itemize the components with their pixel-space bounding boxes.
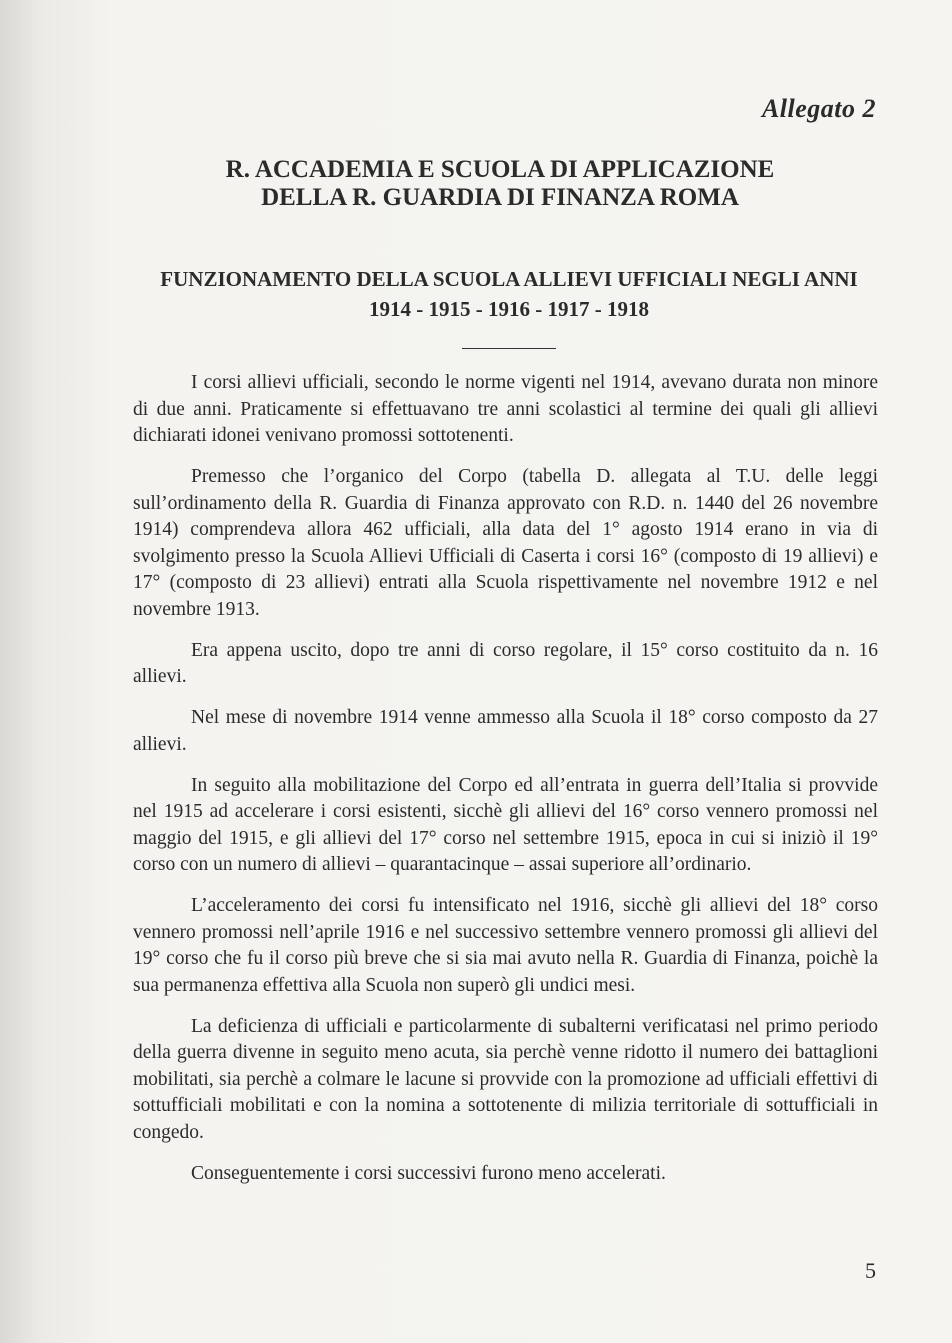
page-number: 5 [865, 1258, 876, 1283]
paragraph: In seguito alla mobilitazione del Corpo ed all’entrata in guerra dell’Italia si provvide nel 1915 ad accelerare i corsi esistenti, sicchè gli allievi del 16° corso vennero promossi nel maggio del 1915, e gli allievi del 17° corso nel settembre 1915, epoca in cui si iniziò il 19° corso con un numero di allievi – quarantacinque – assai superiore all’ordinario. [133, 774, 878, 875]
title-divider [462, 348, 556, 349]
paragraph: L’acceleramento dei corsi fu intensificato nel 1916, sicchè gli allievi del 18° corso vennero promossi nell’aprile 1916 e nel successivo settembre vennero promossi gli allievi del 19° corso che fu il corso più breve che si sia mai avuto nella R. Guardia di Finanza, poichè la sua permanenza effettiva alla Scuola non superò gli undici mesi. [133, 895, 878, 996]
paragraph: Conseguentemente i corsi successivi furono meno accelerati. [191, 1162, 666, 1184]
body-text [133, 370, 878, 1202]
paragraph: Era appena uscito, dopo tre anni di corso regolare, il 15° corso costituito da n. 16 allievi. [133, 639, 878, 687]
appendix-label: Allegato 2 [761, 94, 876, 123]
paragraph: I corsi allievi ufficiali, secondo le norme vigenti nel 1914, avevano durata non minore di due anni. Praticamente si effettuavano tre anni scolastici al termine dei quali gli allievi dichiarati idonei venivano promossi sottotenenti. [133, 372, 878, 446]
paragraph: La deficienza di ufficiali e particolarmente di subalterni verificatasi nel primo periodo della guerra divenne in seguito meno acuta, sia perchè venne ridotto il numero dei battaglioni mobilitati, sia perchè a colmare le lacune si provvide con la promozione ad ufficiali effettivi di sottufficiali mobilitati e con la nomina a sottotenente di milizia territoriale di sottufficiali in congedo. [133, 1015, 878, 1143]
institution-title-line-2: DELLA R. GUARDIA DI FINANZA ROMA [261, 184, 739, 211]
section-title: FUNZIONAMENTO DELLA SCUOLA ALLIEVI UFFICIALI NEGLI ANNI 1914 - 1915 - 1916 - 1917 - 1918 [160, 267, 858, 321]
paragraph: Nel mese di novembre 1914 venne ammesso alla Scuola il 18° corso composto da 27 allievi. [133, 707, 878, 755]
paragraph: Premesso che l’organico del Corpo (tabella D. allegata al T.U. delle leggi sull’ordinamento della R. Guardia di Finanza approvato con R.D. n. 1440 del 26 novembre 1914) comprendeva allora 462 ufficiali, alla data del 1° agosto 1914 erano in via di svolgimento presso la Scuola Allievi Ufficiali di Caserta i corsi 16° (composto di 19 allievi) e 17° (composto di 23 allievi) entrati alla Scuola rispettivamente nel novembre 1912 e nel novembre 1913. [133, 466, 878, 620]
institution-title-line-1: R. ACCADEMIA E SCUOLA DI APPLICAZIONE [225, 156, 775, 183]
institution-title [130, 156, 870, 212]
